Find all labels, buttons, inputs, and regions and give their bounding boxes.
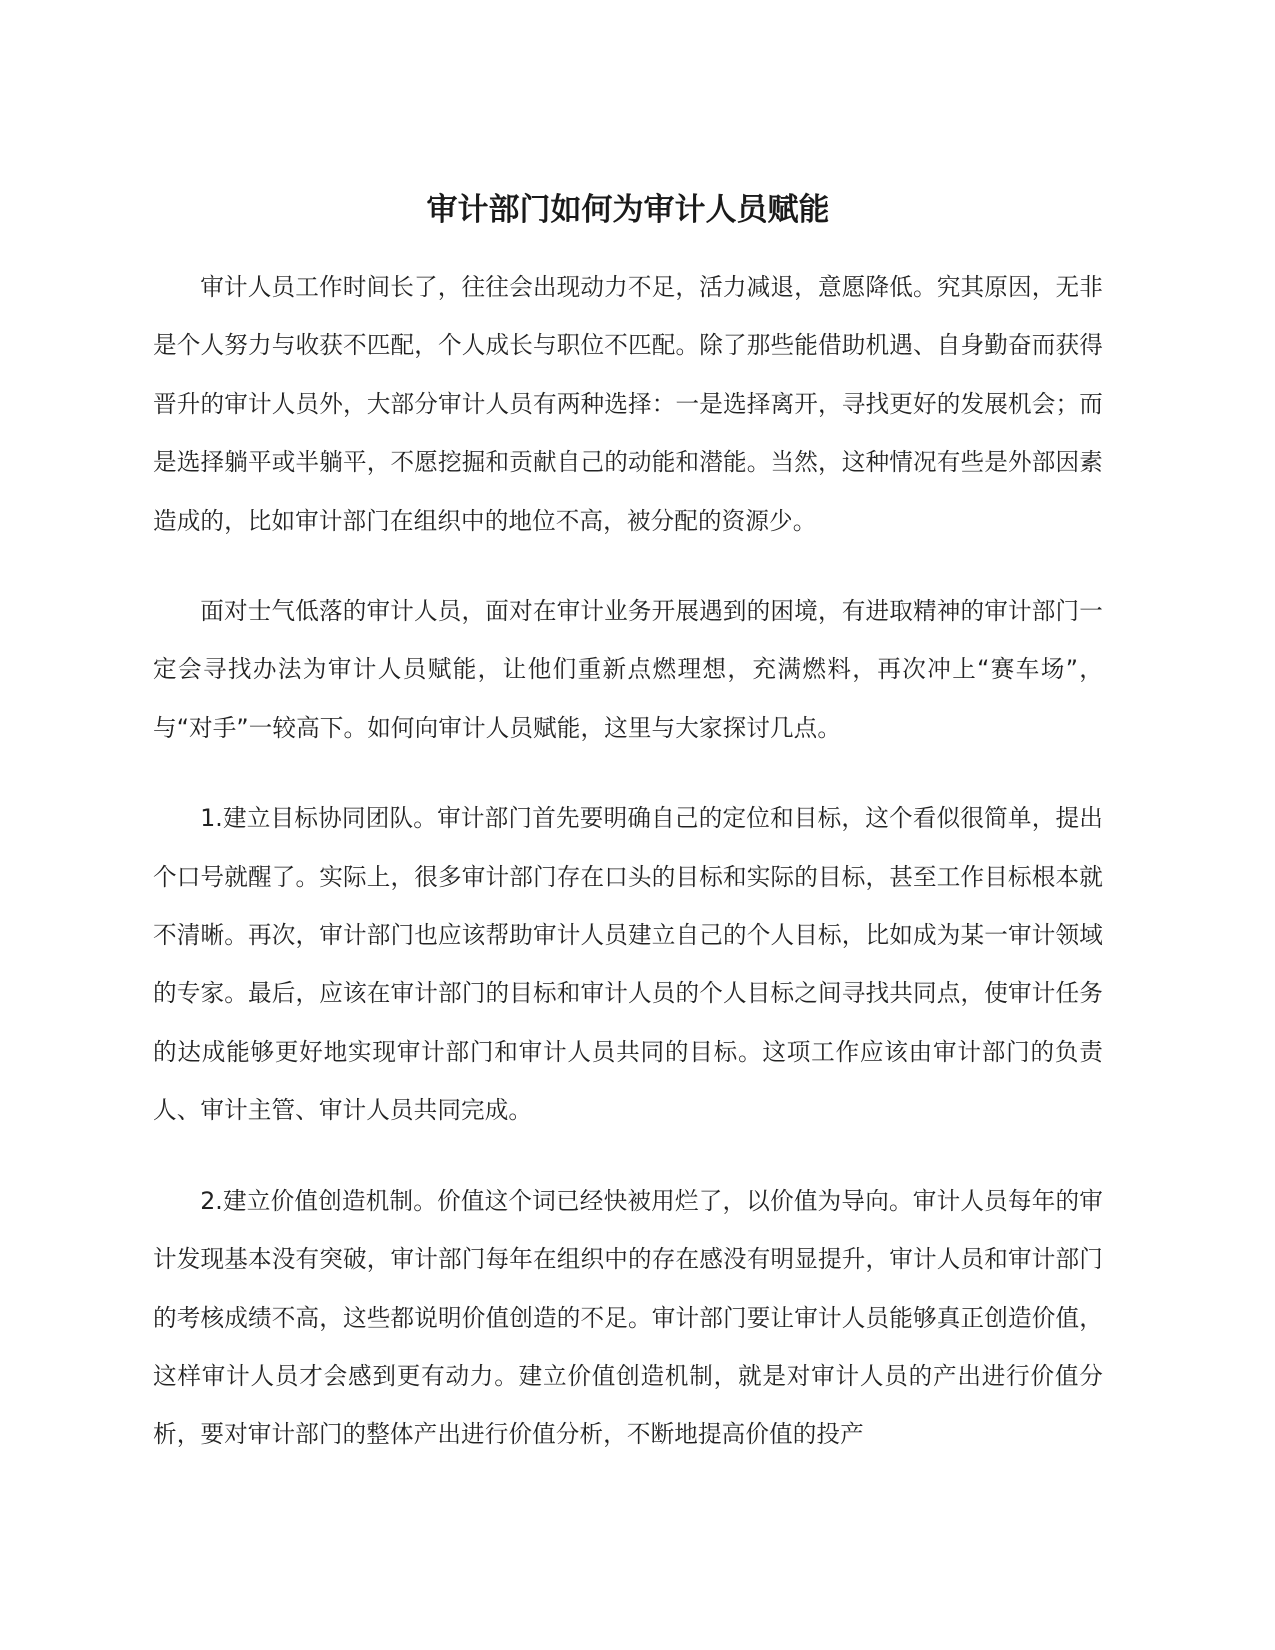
paragraph-point-1: 1.建立目标协同团队。审计部门首先要明确自己的定位和目标，这个看似很简单，提出个口号就醒了。实际上，很多审计部门存在口头的目标和实际的目标，甚至工作目标根本就不清晰。再次，审计部门也应该帮助审计人员建立自己的个人目标，比如成为某一审计领域的专家。最后，应该在审计部门的目标和审计人员的个人目标之间寻找共同点，使审计任务的达成能够更好地实现审计部门和审计人员共同的目标。这项工作应该由审计部门的负责人、审计主管、审计人员共同完成。 [153, 804, 1103, 1125]
document-page [153, 188, 1103, 1496]
document-title: 审计部门如何为审计人员赋能 [426, 192, 830, 228]
paragraph-empowerment: 面对士气低落的审计人员，面对在审计业务开展遇到的困境，有进取精神的审计部门一定会寻找办法为审计人员赋能，让他们重新点燃理想，充满燃料，再次冲上“赛车场”，与“对手”一较高下。如何向审计人员赋能，这里与大家探讨几点。 [153, 597, 1103, 742]
paragraph-point-2: 2.建立价值创造机制。价值这个词已经快被用烂了，以价值为导向。审计人员每年的审计发现基本没有突破，审计部门每年在组织中的存在感没有明显提升，审计人员和审计部门的考核成绩不高，这些都说明价值创造的不足。审计部门要让审计人员能够真正创造价值，这样审计人员才会感到更有动力。建立价值创造机制，就是对审计人员的产出进行价值分析，要对审计部门的整体产出进行价值分析，不断地提高价值的投产 [153, 1186, 1103, 1449]
paragraph-intro: 审计人员工作时间长了，往往会出现动力不足，活力减退，意愿降低。究其原因，无非是个人努力与收获不匹配，个人成长与职位不匹配。除了那些能借助机遇、自身勤奋而获得晋升的审计人员外，大部分审计人员有两种选择：一是选择离开，寻找更好的发展机会；而是选择躺平或半躺平，不愿挖掘和贡献自己的动能和潜能。当然，这种情况有些是外部因素造成的，比如审计部门在组织中的地位不高，被分配的资源少。 [153, 273, 1103, 535]
